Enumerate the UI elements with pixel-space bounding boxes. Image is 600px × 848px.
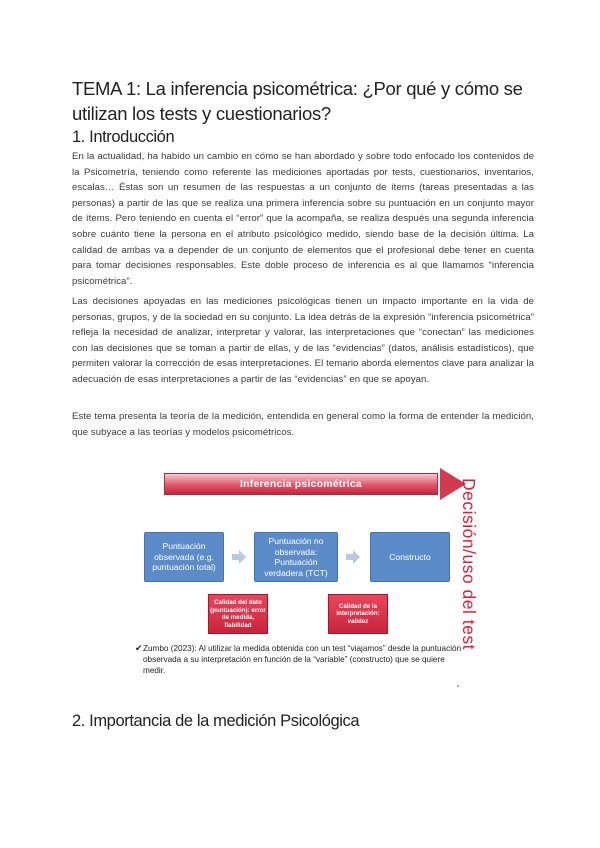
- interpretation-quality-box: Calidad de la interpretación: validez: [328, 594, 388, 634]
- paragraph-3: [72, 409, 534, 440]
- note-text: Zumbo (2023): Al utilizar la medida obtenida con un test “viajamos” desde la puntuación observada a su interpretación en función de la “variable” (constructo) que se quiere medir.: [143, 644, 462, 675]
- construct-box: Constructo: [370, 532, 450, 582]
- inference-diagram: [135, 460, 479, 692]
- paragraph-text: Este tema presenta la teoría de la medición, entendida en general como la forma de entender la medición, que subyace a las teorías y modelos psicométricos.: [72, 411, 534, 438]
- page-title: TEMA 1: La inferencia psicométrica: ¿Por qué y cómo se utilizan los tests y cuestionarios?: [72, 78, 523, 124]
- zumbo-note: [135, 643, 463, 676]
- arrow-label: Inferencia psicométrica: [240, 478, 362, 490]
- paragraph-1: [72, 149, 534, 289]
- inference-arrow: [164, 468, 470, 500]
- right-arrow-icon: [346, 550, 360, 564]
- true-score-box: Puntuación no observada: Puntuación verdadera (TCT): [254, 532, 338, 582]
- paragraph-text: En la actualidad, ha habido un cambio en cómo se han abordado y sobre todo enfocado los contenidos de la Psicometría, teniendo como referente las mediciones aportadas por tests, cuestionarios, inventarios, escalas… Éstas son un resumen de las respuestas a un conjunto de ítems (tareas presentadas a las personas) a partir de las que se realiza una primera inferencia sobre su puntuación en un conjunto mayor de ítems. Pero teniendo en cuenta el “error” que la acompaña, se realiza después una segunda inferencia sobre cuánto tiene la persona en el atributo psicológico medido, siendo base de la decisión última. La calidad de ambas va a depender de un conjunto de elementos que el profesional debe tener en cuenta para tomar decisiones responsables. Este doble proceso de inferencia es al que llamamos “inferencia psicométrica”.: [72, 151, 534, 287]
- check-icon: ✔: [135, 643, 143, 653]
- decorative-dot: [457, 685, 459, 687]
- decision-vertical-label: Decisión/uso del test: [459, 478, 479, 650]
- section-heading-importancia: 2. Importancia de la medición Psicológica: [72, 712, 360, 730]
- section-heading-introduccion: 1. Introducción: [72, 128, 175, 146]
- right-arrow-icon: [232, 550, 246, 564]
- observed-score-box: Puntuación observada (e.g. puntuación total): [144, 532, 224, 582]
- paragraph-2: [72, 294, 534, 388]
- paragraph-text: Las decisiones apoyadas en las mediciones psicológicas tienen un impacto importante en la vida de personas, grupos, y de la sociedad en su conjunto. La idea detrás de la expresión “inferencia psicométrica” refleja la necesidad de analizar, interpretar y valorar, las interpretaciones que “conectan” las mediciones con las decisiones que se toman a partir de ellas, y de las “evidencias” (datos, análisis estadísticos), que permiten valorar la corrección de esas interpretaciones. El temario aborda elementos clave para analizar la adecuación de esas interpretaciones a partir de las “evidencias” en que se apoyan.: [72, 296, 534, 385]
- data-quality-box: Calidad del dato (puntuación): error de medida, fiabilidad: [208, 594, 268, 634]
